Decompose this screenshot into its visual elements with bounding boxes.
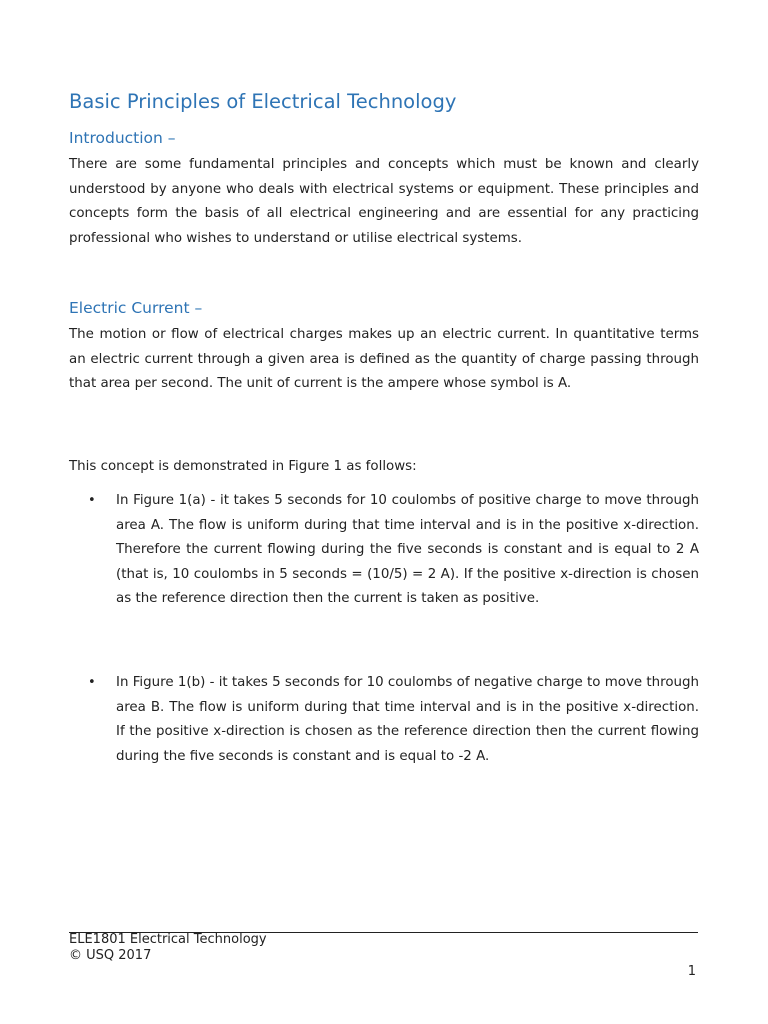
section-heading-electric-current: Electric Current – [69,299,203,317]
list-item [69,489,699,612]
list-item [69,671,699,769]
bullet-text-figure-1a: In Figure 1(a) - it takes 5 seconds for 10 coulombs of positive charge to move through area A. The flow is uniform during that time interval and is in the positive x-direction. Therefore the current flowing during the five seconds is constant and is equal to 2 A (that is, 10 coulombs in 5 seconds = (10/5) = 2 A). If the positive x-direction is chosen as the reference direction then the current is taken as positive. [116,493,699,606]
electric-current-paragraph: The motion or flow of electrical charges makes up an electric current. In quantitative terms an electric current through a given area is defined as the quantity of charge passing through that area per second. The unit of current is the ampere whose symbol is A. [69,327,699,391]
bullet-text-figure-1b: In Figure 1(b) - it takes 5 seconds for 10 coulombs of negative charge to move through area B. The flow is uniform during that time interval and is in the positive x-direction. If the positive x-direction is chosen as the reference direction then the current flowing during the five seconds is constant and is equal to -2 A. [116,675,699,764]
page-number: 1 [687,964,696,979]
document-title: Basic Principles of Electrical Technology [69,90,457,113]
figure-bullet-list [69,489,699,612]
introduction-paragraph: There are some fundamental principles and concepts which must be known and clearly understood by anyone who deals with electrical systems or equipment. These principles and concepts form the basis of all electrical engineering and are essential for any practicing professional who wishes to understand or utilise electrical systems. [69,157,699,246]
footer-copyright: © USQ 2017 [69,948,152,963]
footer-course: ELE1801 Electrical Technology [69,932,267,947]
bullet-icon: • [88,675,96,690]
section-heading-introduction: Introduction – [69,129,176,147]
bullet-icon: • [88,493,96,508]
figure-bullet-list-2 [69,671,699,769]
figure-intro-paragraph: This concept is demonstrated in Figure 1 as follows: [69,459,417,474]
